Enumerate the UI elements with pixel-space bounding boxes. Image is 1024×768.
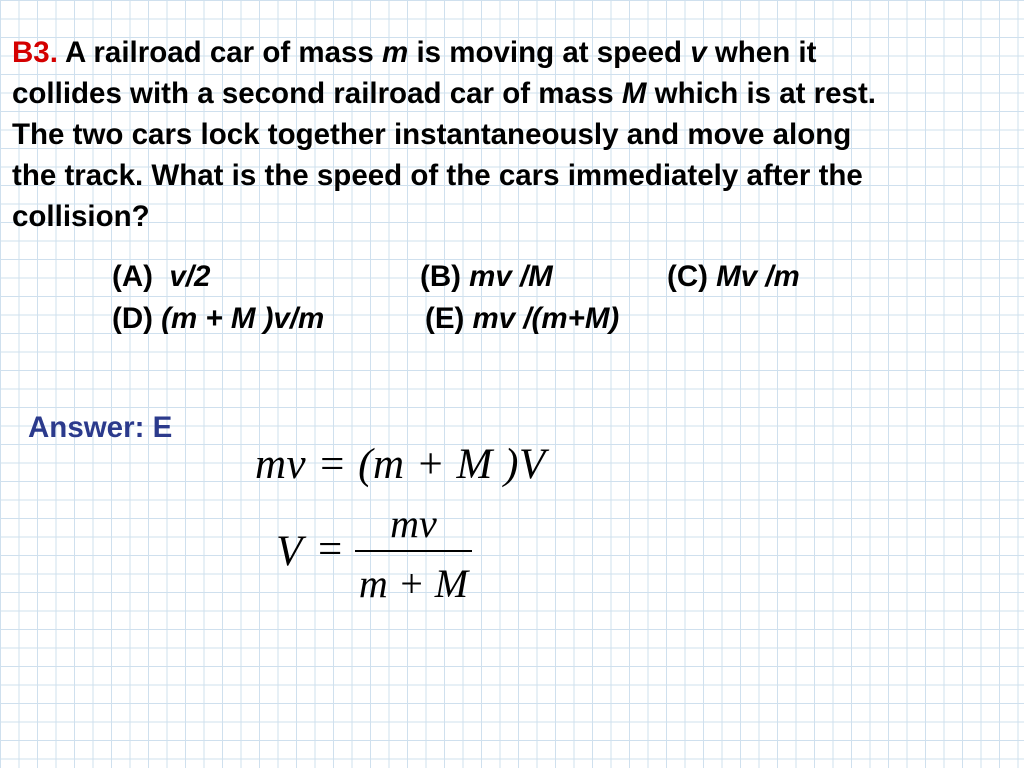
answer-label: Answer: E (28, 411, 173, 444)
question-line-3: The two cars lock together instantaneously and move along (12, 118, 852, 151)
question-text (12, 32, 1017, 237)
question-line-1: B3. A railroad car of mass m is moving at speed v when it (12, 36, 817, 69)
question-id: B3. (12, 36, 58, 69)
result-equals: = (318, 526, 343, 573)
fraction-denominator: m + M (358, 561, 469, 606)
choice-b: (B) mv /M (420, 260, 553, 293)
fraction-numerator: mv (390, 501, 437, 546)
fraction-bar (355, 550, 472, 552)
question-line-5: collision? (12, 200, 150, 233)
choice-c: (C) Mv /m (667, 260, 800, 293)
result-lhs: V (276, 528, 303, 575)
choice-a: (A) v/2 (112, 260, 211, 293)
momentum-equation: mv = (m + M )V (255, 441, 546, 488)
question-line-4: the track. What is the speed of the cars immediately after the (12, 159, 863, 192)
question-line-2: collides with a second railroad car of mass M which is at rest. (12, 77, 876, 110)
choice-e: (E) mv /(m+M) (425, 302, 620, 335)
choice-d: (D) (m + M )v/m (112, 302, 325, 335)
